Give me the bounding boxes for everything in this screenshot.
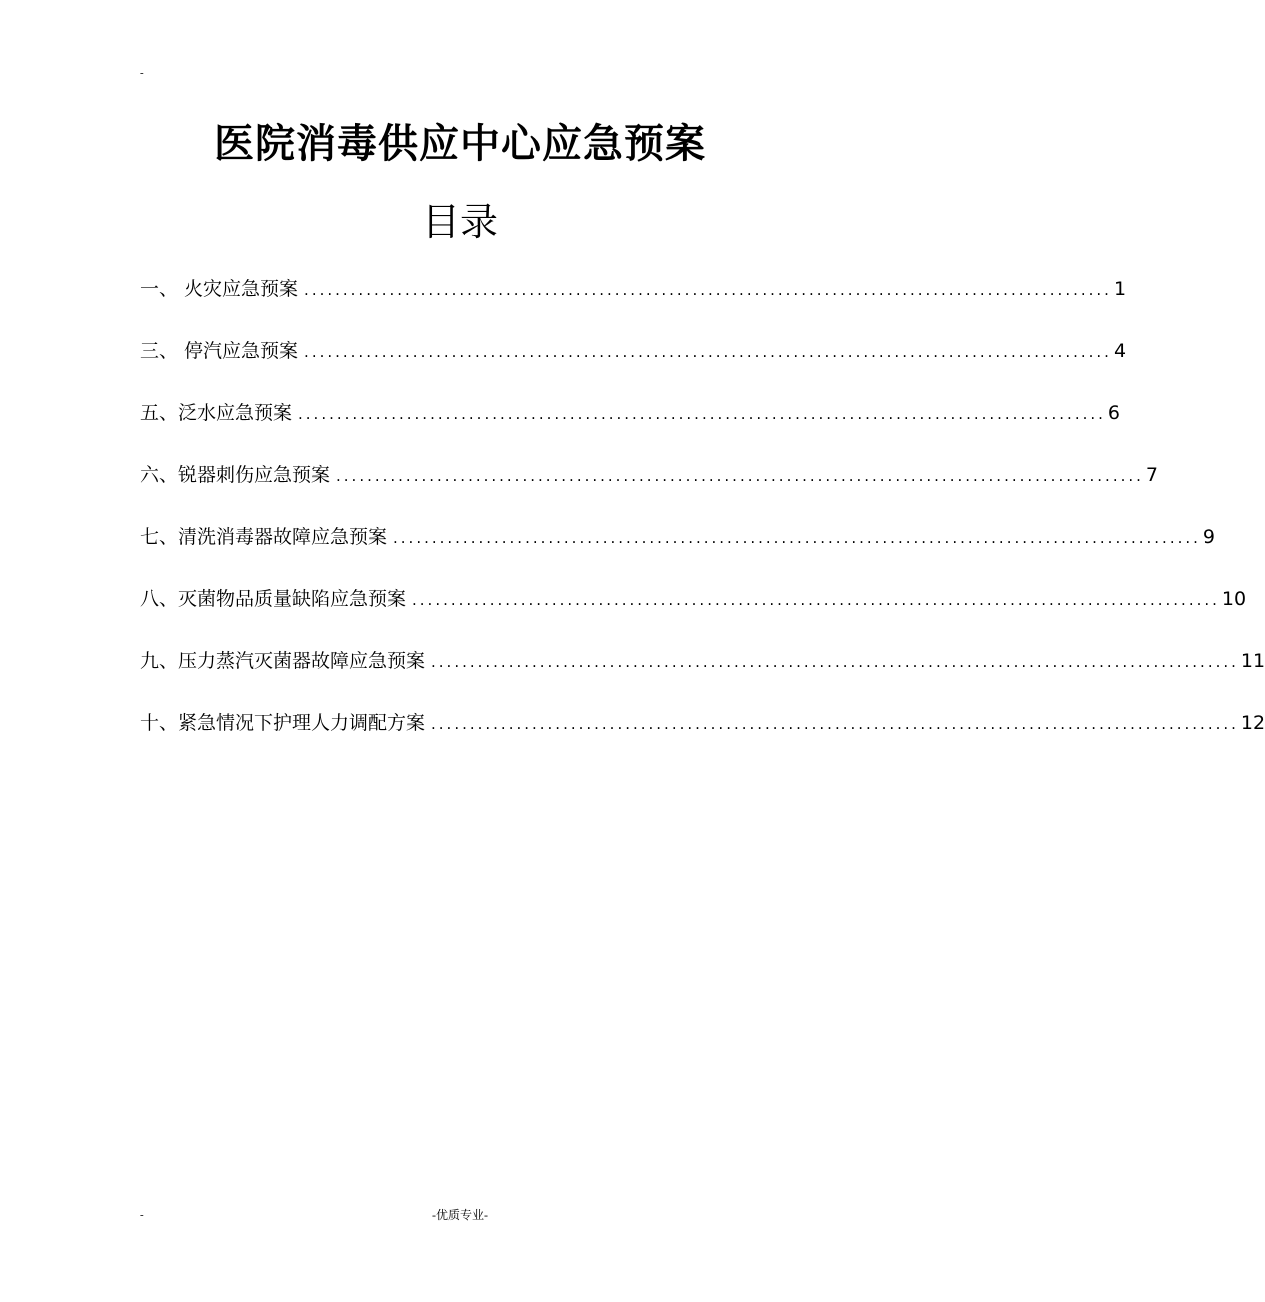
toc-entry[interactable] xyxy=(140,396,1120,430)
toc-entry[interactable] xyxy=(140,334,1127,368)
toc-entry-label: 一、 火灾应急预案 xyxy=(140,278,299,300)
toc-entry[interactable] xyxy=(140,272,1127,306)
toc-entry-label: 十、紧急情况下护理人力调配方案 xyxy=(140,712,426,734)
dot-leader: ........................................................................................................ xyxy=(393,529,1201,547)
toc-entry-label: 八、灭菌物品质量缺陷应急预案 xyxy=(140,588,407,610)
footer-text: -优质专业- xyxy=(432,1208,488,1222)
dot-leader: ........................................................................................................ xyxy=(431,653,1239,671)
toc-entry-page: 7 xyxy=(1145,464,1158,486)
toc-entry-page: 12 xyxy=(1240,712,1265,734)
toc-entry-label: 九、压力蒸汽灭菌器故障应急预案 xyxy=(140,650,426,672)
dot-leader: ........................................................................................................ xyxy=(304,281,1112,299)
toc-title: 目录 xyxy=(421,200,498,244)
dot-leader: ........................................................................................................ xyxy=(336,467,1144,485)
dot-leader: ........................................................................................................ xyxy=(298,405,1106,423)
toc-entry-page: 4 xyxy=(1113,340,1127,362)
footer-mark: - xyxy=(140,1209,144,1221)
document-title: 医院消毒供应中心应急预案 xyxy=(214,121,706,167)
toc-entry-page: 10 xyxy=(1221,588,1247,610)
toc-entry[interactable] xyxy=(140,644,1265,678)
toc-entry-label: 五、泛水应急预案 xyxy=(140,402,293,424)
toc-entry-page: 6 xyxy=(1107,402,1120,424)
dot-leader: ........................................................................................................ xyxy=(304,343,1112,361)
header-mark: - xyxy=(140,67,144,79)
toc-entry[interactable] xyxy=(140,706,1265,740)
dot-leader: ........................................................................................................ xyxy=(412,591,1220,609)
toc-entry-page: 11 xyxy=(1240,650,1265,672)
toc-entry-label: 六、锐器刺伤应急预案 xyxy=(140,464,331,486)
dot-leader: ........................................................................................................ xyxy=(431,715,1239,733)
toc-entry-label: 三、 停汽应急预案 xyxy=(140,340,299,362)
toc-entry-page: 9 xyxy=(1202,526,1215,548)
toc-entry[interactable] xyxy=(140,520,1215,554)
toc-entry-label: 七、清洗消毒器故障应急预案 xyxy=(140,526,388,548)
toc-entry-page: 1 xyxy=(1113,278,1127,300)
toc-entry[interactable] xyxy=(140,582,1247,616)
toc-entry[interactable] xyxy=(140,458,1158,492)
